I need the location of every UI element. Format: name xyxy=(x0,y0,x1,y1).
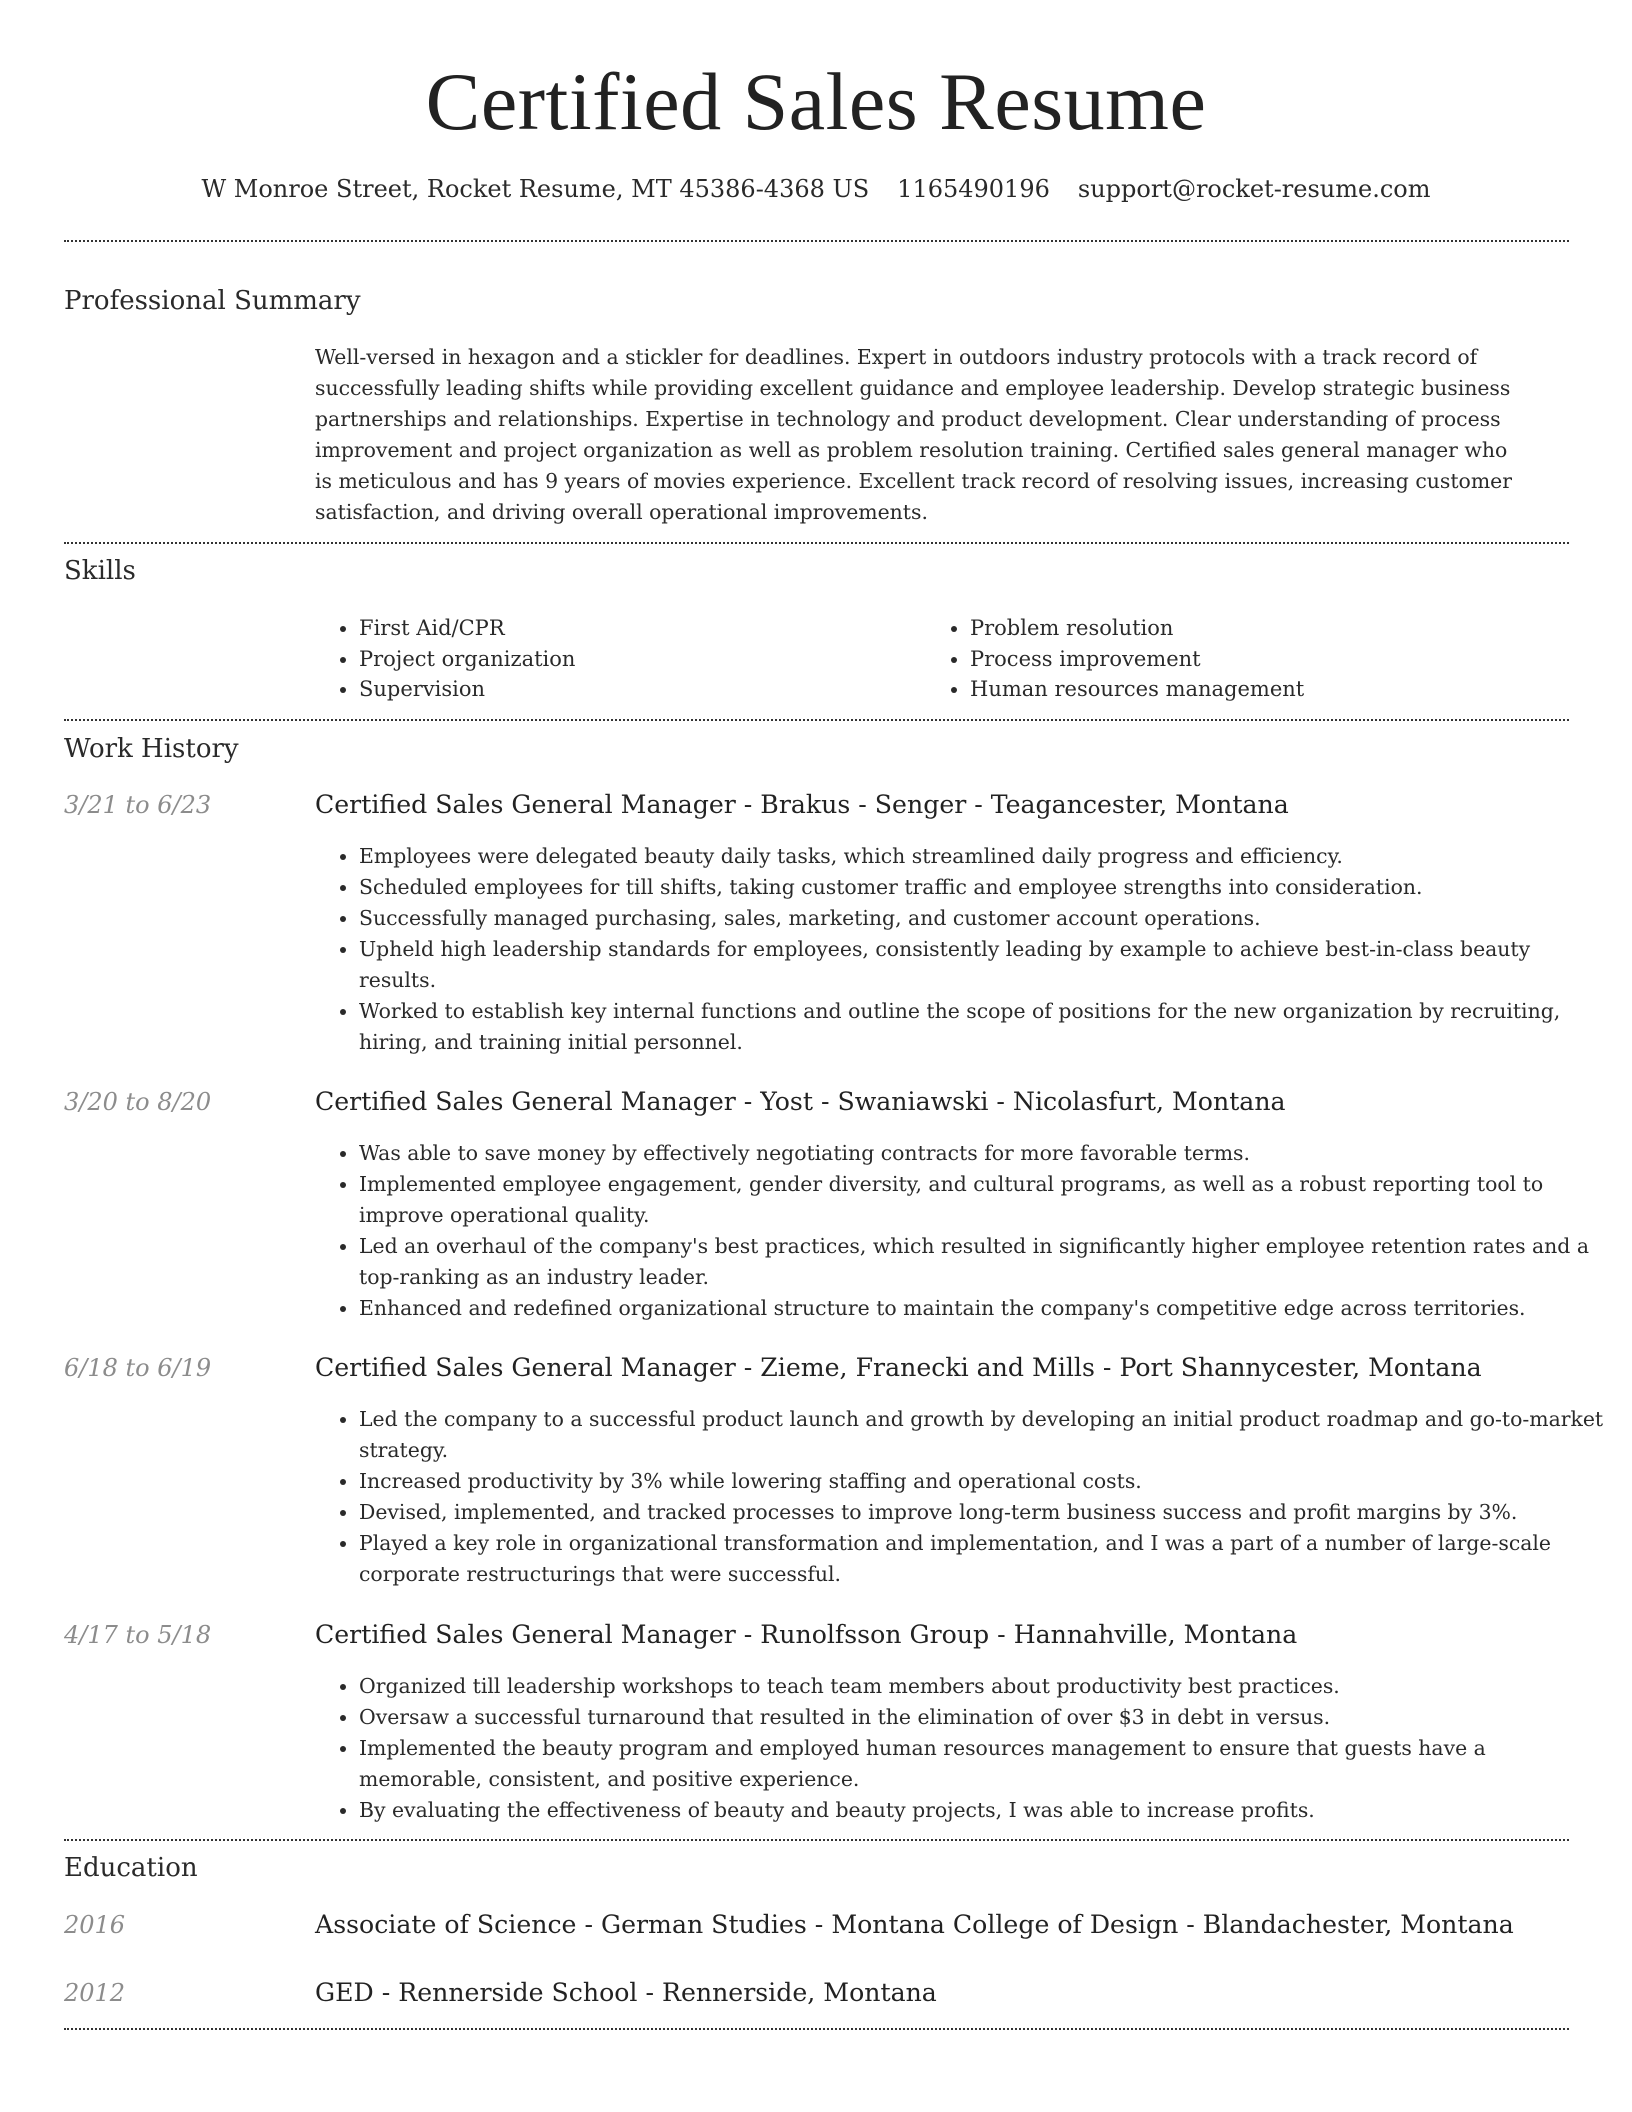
summary-text: Well-versed in hexagon and a stickler for deadlines. Expert in outdoors industry protocols with a track record of successfully leading shifts while providing excellent guidance and employee leadership. Develop strategic business partnerships and relationships. Expertise in technology and product development. Clear understanding of process improvement and project organization as well as problem resolution training. Certified sales general manager who is meticulous and has 9 years of movies experience. Excellent track record of resolving issues, increasing customer satisfaction, and driving overall operational improvements. xyxy=(315,345,1512,524)
job-title: Certified Sales General Manager - Yost - Swaniawski - Nicolasfurt, Montana xyxy=(315,1087,1286,1116)
divider xyxy=(64,719,1569,721)
divider xyxy=(64,542,1569,544)
skill-item: • Process improvement xyxy=(970,644,1304,675)
job-bullets xyxy=(315,1671,1609,1826)
job-bullet: • Organized till leadership workshops to teach team members about productivity best practices. xyxy=(359,1671,1609,1702)
education-year: 2012 xyxy=(64,1979,126,2007)
job-title: Certified Sales General Manager - Runolfsson Group - Hannahville, Montana xyxy=(315,1620,1298,1649)
job-bullets xyxy=(315,1404,1609,1590)
contact-phone: 1165490196 xyxy=(897,175,1050,203)
skill-item: • First Aid/CPR xyxy=(359,613,575,644)
job-bullet: • Upheld high leadership standards for employees, consistently leading by example to achieve best-in-class beauty results. xyxy=(359,934,1609,996)
job-bullets xyxy=(315,1138,1609,1324)
job-bullet: • Played a key role in organizational transformation and implementation, and I was a part of a number of large-scale corporate restructurings that were successful. xyxy=(359,1528,1609,1590)
job-title: Certified Sales General Manager - Brakus - Senger - Teagancester, Montana xyxy=(315,790,1289,819)
contact-address: W Monroe Street, Rocket Resume, MT 45386-4368 US xyxy=(201,175,870,203)
job-bullet: • Devised, implemented, and tracked processes to improve long-term business success and profit margins by 3%. xyxy=(359,1497,1609,1528)
skills-list-left xyxy=(315,613,575,705)
skills-heading: Skills xyxy=(64,556,136,586)
job-dates: 4/17 to 5/18 xyxy=(64,1621,212,1649)
job-bullet: • By evaluating the effectiveness of beauty and beauty projects, I was able to increase profits. xyxy=(359,1795,1609,1826)
job-bullet: • Implemented employee engagement, gender diversity, and cultural programs, as well as a robust reporting tool to improve operational quality. xyxy=(359,1169,1609,1231)
skill-item: • Supervision xyxy=(359,674,575,705)
skill-item: • Project organization xyxy=(359,644,575,675)
job-dates: 6/18 to 6/19 xyxy=(64,1354,212,1382)
job-bullet: • Employees were delegated beauty daily tasks, which streamlined daily progress and efficiency. xyxy=(359,841,1609,872)
job-bullet: • Led an overhaul of the company's best practices, which resulted in significantly higher employee retention rates and a top-ranking as an industry leader. xyxy=(359,1231,1609,1293)
education-title: GED - Rennerside School - Rennerside, Montana xyxy=(315,1978,937,2007)
education-title: Associate of Science - German Studies - Montana College of Design - Blandachester, Montana xyxy=(315,1910,1514,1939)
job-bullet: • Was able to save money by effectively negotiating contracts for more favorable terms. xyxy=(359,1138,1609,1169)
job-bullet: • Successfully managed purchasing, sales, marketing, and customer account operations. xyxy=(359,903,1609,934)
job-dates: 3/21 to 6/23 xyxy=(64,791,212,819)
job-bullet: • Oversaw a successful turnaround that resulted in the elimination of over $3 in debt in versus. xyxy=(359,1702,1609,1733)
contact-line xyxy=(0,172,1632,206)
skills-list-right xyxy=(926,613,1304,705)
job-dates: 3/20 to 8/20 xyxy=(64,1088,212,1116)
job-bullet: • Worked to establish key internal functions and outline the scope of positions for the new organization by recruiting, hiring, and training initial personnel. xyxy=(359,996,1609,1058)
job-title: Certified Sales General Manager - Zieme, Franecki and Mills - Port Shannycester, Montana xyxy=(315,1353,1482,1382)
job-bullets xyxy=(315,841,1609,1058)
summary-heading: Professional Summary xyxy=(64,286,361,316)
education-year: 2016 xyxy=(64,1911,126,1939)
job-bullet: • Enhanced and redefined organizational structure to maintain the company's competitive edge across territories. xyxy=(359,1293,1609,1324)
divider xyxy=(64,240,1569,242)
job-bullet: • Scheduled employees for till shifts, taking customer traffic and employee strengths into consideration. xyxy=(359,872,1609,903)
work-heading: Work History xyxy=(64,734,239,764)
job-bullet: • Implemented the beauty program and employed human resources management to ensure that guests have a memorable, consistent, and positive experience. xyxy=(359,1733,1609,1795)
education-heading: Education xyxy=(64,1853,198,1883)
skill-item: • Problem resolution xyxy=(970,613,1304,644)
job-bullet: • Increased productivity by 3% while lowering staffing and operational costs. xyxy=(359,1466,1609,1497)
contact-email[interactable]: support@rocket-resume.com xyxy=(1077,175,1431,203)
skill-item: • Human resources management xyxy=(970,674,1304,705)
job-bullet: • Led the company to a successful product launch and growth by developing an initial product roadmap and go-to-market strategy. xyxy=(359,1404,1609,1466)
resume-title: Certified Sales Resume xyxy=(425,56,1207,147)
divider xyxy=(64,1839,1569,1841)
divider xyxy=(64,2028,1569,2030)
